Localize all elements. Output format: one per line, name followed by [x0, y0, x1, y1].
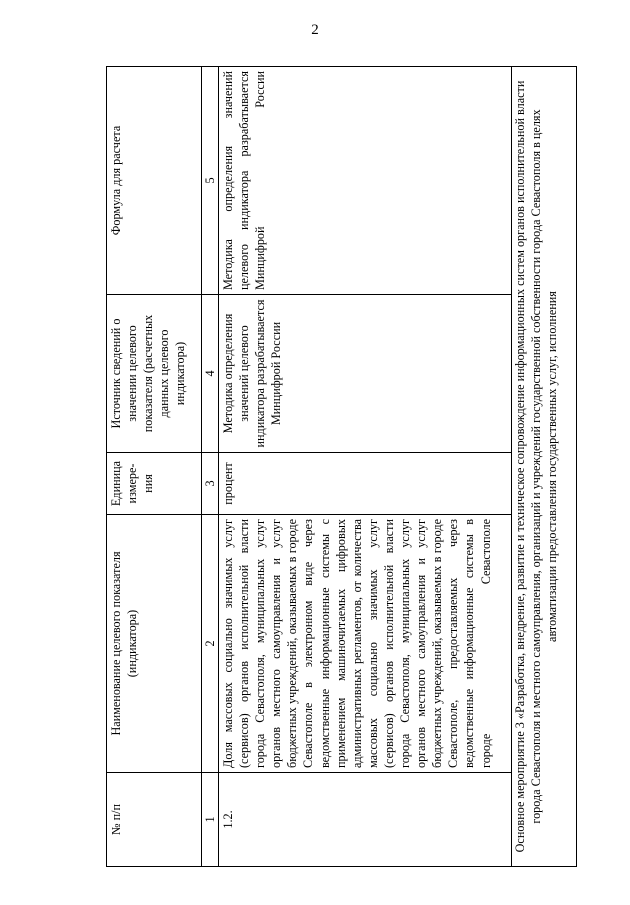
column-number: 2: [202, 515, 219, 773]
column-number: 4: [202, 295, 219, 453]
column-number: 5: [202, 67, 219, 295]
header-indicator-name: Наименование целевого показателя (индикатора): [107, 515, 202, 773]
table-row: [219, 67, 512, 867]
column-number: 3: [202, 453, 219, 515]
header-formula: Формула для расчета: [107, 67, 202, 295]
page-number: 2: [311, 22, 319, 38]
source-cell: Методика определения значений целевого индикатора разрабатывается Минцифрой России: [219, 295, 512, 453]
unit-cell: процент: [219, 453, 512, 515]
header-number: № п/п: [107, 773, 202, 867]
rotated-table-container: [106, 67, 608, 867]
row-number: 1.2.: [219, 773, 512, 867]
indicator-name-cell: Доля массовых социально значимых услуг (сервисов) органов исполнительной власти города Севастополя, муниципальных услуг органов местного самоуправления и услуг бюджетных учреждений, оказываемых в городе Севастополе в электронном виде через ведомственные информационные системы с применением машиночитаемых цифровых административных регламентов, от количества массовых социально значимых услуг (сервисов) органов исполнительной власти города Севастополя, муниципальных услуг органов местного самоуправления и услуг бюджетных учреждений, оказываемых в городе Севастополе, предоставляемых через ведомственные информационные системы в городе Севастополе: [219, 515, 512, 773]
header-source: Источник сведений о значении целевого показателя (расчетных данных целевого индикатора): [107, 295, 202, 453]
header-unit: Единица измере-ния: [107, 453, 202, 515]
indicator-table: [106, 66, 577, 867]
column-number: 1: [202, 773, 219, 867]
column-number-row: [202, 67, 219, 867]
section-heading-row: [512, 67, 577, 867]
section-heading: Основное мероприятие 3 «Разработка, внедрение, развитие и техническое сопровождение информационных систем органов исполнительной власти города Севастополя и местного самоуправления, организаций и учреждений государственной собственности города Севастополя в целях автоматизации предоставления государственных услуг, исполнения: [512, 67, 577, 867]
formula-cell: Методика определения значений целевого индикатора разрабатывается Минцифрой России: [219, 67, 512, 295]
table-header-row: [107, 67, 202, 867]
